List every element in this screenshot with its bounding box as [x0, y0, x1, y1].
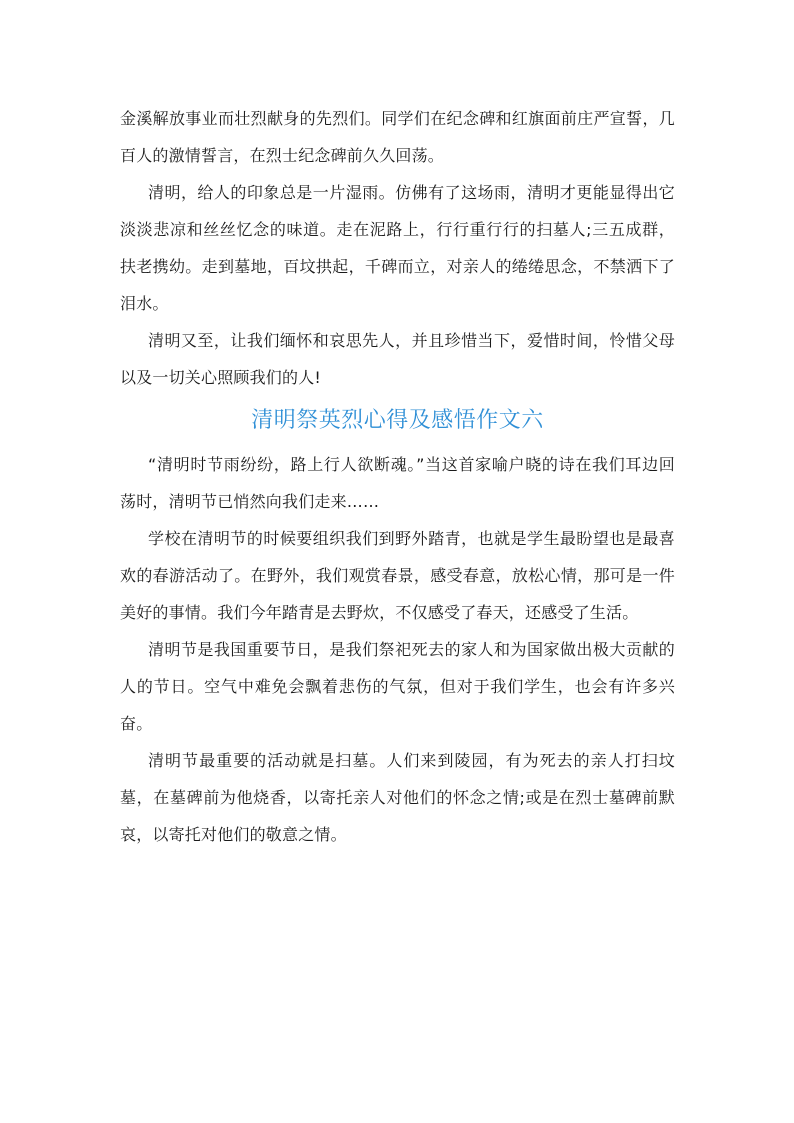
paragraph-tomb-sweeping: 清明节最重要的活动就是扫墓。人们来到陵园，有为死去的亲人打扫坟墓，在墓碑前为他烧香，以寄托亲人对他们的怀念之情;或是在烈士墓碑前默哀，以寄托对他们的敬意之情。	[120, 751, 675, 844]
paragraph-poem-intro: “清明时节雨纷纷，路上行人欲断魂。”当这首家喻户晓的诗在我们耳边回荡时，清明节已悄然向我们走来……	[120, 455, 675, 511]
section-heading: 清明祭英烈心得及感悟作文六	[251, 408, 544, 433]
paragraph-qingming-rain: 清明，给人的印象总是一片湿雨。仿佛有了这场雨，清明才更能显得出它淡淡悲凉和丝丝忆念的味道。走在泥路上，行行重行行的扫墓人;三五成群，扶老携幼。走到墓地，百坟拱起，千碑而立，对亲人的绻绻思念，不禁洒下了泪水。	[120, 183, 675, 313]
document-body	[120, 100, 675, 853]
paragraph-spring-outing: 学校在清明节的时候要组织我们到野外踏青，也就是学生最盼望也是最喜欢的春游活动了。在野外，我们观赏春景，感受春意，放松心情，那可是一件美好的事情。我们今年踏青是去野炊，不仅感受了春天，还感受了生活。	[120, 529, 675, 622]
paragraph-festival-meaning: 清明节是我国重要节日，是我们祭祀死去的家人和为国家做出极大贡献的人的节日。空气中难免会飘着悲伤的气氛，但对于我们学生，也会有许多兴奋。	[120, 640, 675, 733]
paragraph-continuation: 金溪解放事业而壮烈献身的先烈们。同学们在纪念碑和红旗面前庄严宣誓，几百人的激情誓言，在烈士纪念碑前久久回荡。	[120, 109, 675, 165]
paragraph-qingming-cherish: 清明又至，让我们缅怀和哀思先人，并且珍惜当下，爱惜时间，怜惜父母以及一切关心照顾我们的人!	[120, 331, 675, 387]
